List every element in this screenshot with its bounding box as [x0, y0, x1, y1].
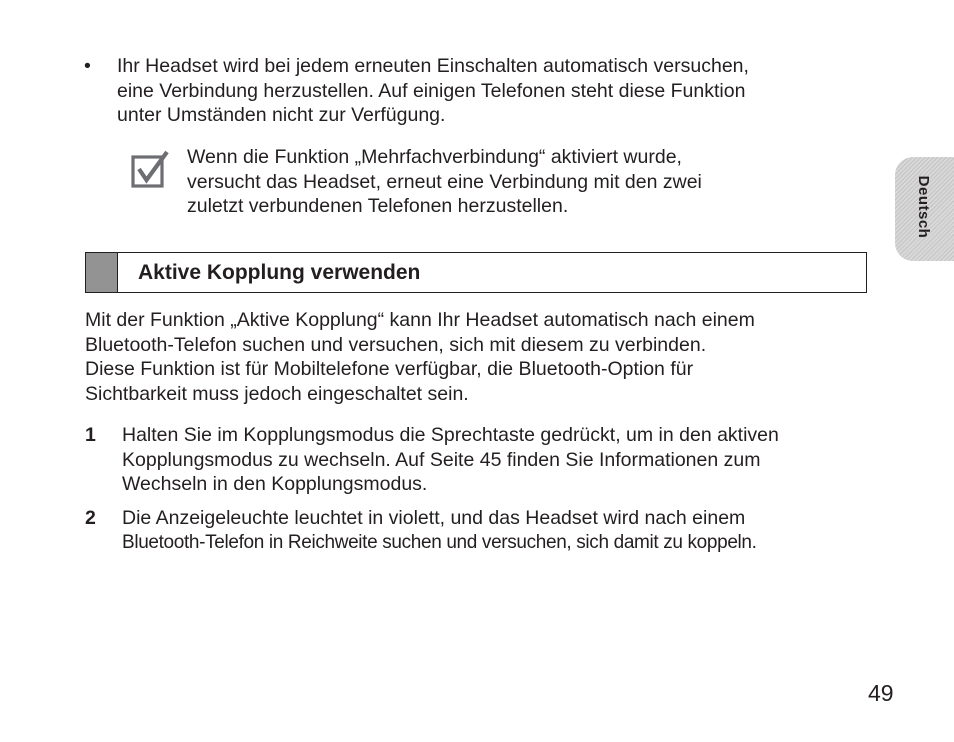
- step-line: Kopplungsmodus zu wechseln. Auf Seite 45 finden Sie Informationen zum: [122, 448, 761, 471]
- language-tab-label: Deutsch: [915, 175, 932, 239]
- intro-line: Diese Funktion ist für Mobiltelefone verfügbar, die Bluetooth-Option für: [85, 358, 694, 380]
- bullet-line: eine Verbindung herzustellen. Auf einigen Telefonen steht diese Funktion: [117, 79, 746, 102]
- bullet-marker: •: [84, 55, 91, 77]
- step-line: Bluetooth-Telefon in Reichweite suchen und versuchen, sich damit zu koppeln.: [122, 531, 757, 553]
- step-line: Wechseln in den Kopplungsmodus.: [122, 473, 428, 495]
- bullet-line: Ihr Headset wird bei jedem erneuten Einschalten automatisch versuchen,: [117, 55, 749, 77]
- note-line: Wenn die Funktion „Mehrfachverbindung“ aktiviert wurde,: [187, 146, 682, 168]
- intro-paragraph: [85, 308, 875, 406]
- note-line: versucht das Headset, erneut eine Verbindung mit den zwei: [187, 170, 702, 193]
- bullet-paragraph: [117, 54, 877, 128]
- checkbox-check-icon: [130, 150, 170, 190]
- note-text: [187, 145, 847, 219]
- step-line: Halten Sie im Kopplungsmodus die Sprechtaste gedrückt, um in den aktiven: [122, 424, 779, 446]
- section-title: Aktive Kopplung verwenden: [138, 261, 421, 284]
- note-line: zuletzt verbundenen Telefonen herzustellen.: [187, 195, 569, 217]
- language-tab: [895, 157, 954, 261]
- step-number: 2: [85, 507, 96, 529]
- section-header: [85, 252, 867, 293]
- intro-line: Sichtbarkeit muss jedoch eingeschaltet sein.: [85, 382, 469, 405]
- section-marker: [86, 253, 118, 292]
- page-number: 49: [868, 680, 894, 706]
- intro-line: Mit der Funktion „Aktive Kopplung“ kann Ihr Headset automatisch nach einem: [85, 309, 755, 331]
- step-text: [122, 506, 892, 555]
- step-number: 1: [85, 424, 96, 446]
- step-text: [122, 423, 892, 497]
- bullet-line: unter Umständen nicht zur Verfügung.: [117, 104, 446, 126]
- step-line: Die Anzeigeleuchte leuchtet in violett, und das Headset wird nach einem: [122, 507, 746, 529]
- intro-line: Bluetooth-Telefon suchen und versuchen, sich mit diesem zu verbinden.: [85, 333, 707, 356]
